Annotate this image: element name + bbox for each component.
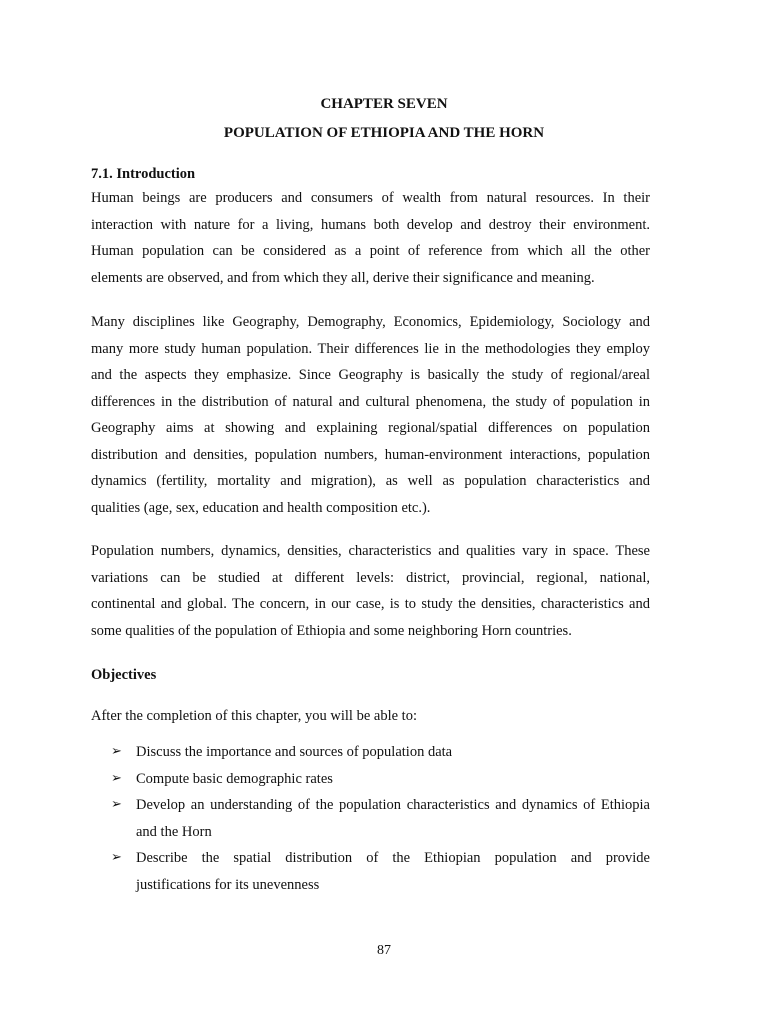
paragraph-line: many more study human population. Their differences lie in the methodologies they employ <box>91 340 650 357</box>
objective-line: justifications for its unevenness <box>136 876 320 893</box>
objective-line: Describe the spatial distribution of the Ethiopian population and provide <box>136 850 650 866</box>
introduction-paragraph-1 <box>91 185 650 291</box>
paragraph-line: differences in the distribution of natural and cultural phenomena, the study of population in <box>91 393 650 410</box>
chapter-main-title: POPULATION OF ETHIOPIA AND THE HORN <box>223 125 545 141</box>
arrow-bullet-icon: ➢ <box>111 850 122 865</box>
arrow-bullet-icon: ➢ <box>111 744 122 759</box>
paragraph-line: some qualities of the population of Ethiopia and some neighboring Horn countries. <box>91 622 572 639</box>
objective-item <box>111 845 650 898</box>
introduction-heading: 7.1. Introduction <box>91 166 196 182</box>
paragraph-line: interaction with nature for a living, humans both develop and destroy their environment. <box>91 216 650 233</box>
page-number: 87 <box>377 943 391 958</box>
paragraph-line: continental and global. The concern, in our case, is to study the densities, characteristics and <box>91 596 650 612</box>
objective-item <box>111 766 650 793</box>
objective-item <box>111 792 650 845</box>
objective-line: Compute basic demographic rates <box>136 770 333 787</box>
arrow-bullet-icon: ➢ <box>111 770 122 786</box>
paragraph-line: Human population can be considered as a point of reference from which all the other <box>91 243 650 259</box>
paragraph-line: distribution and densities, population numbers, human-environment interactions, population <box>91 446 650 463</box>
objectives-list <box>111 739 650 898</box>
objective-line: Develop an understanding of the population characteristics and dynamics of Ethiopia <box>136 797 650 813</box>
arrow-bullet-icon: ➢ <box>111 797 122 812</box>
objective-line: and the Horn <box>136 823 212 840</box>
objective-line: Discuss the importance and sources of population data <box>136 744 453 760</box>
introduction-paragraph-2 <box>91 309 650 521</box>
paragraph-line: Population numbers, dynamics, densities, characteristics and qualities vary in space. These <box>91 543 650 559</box>
objectives-heading: Objectives <box>91 667 157 683</box>
introduction-paragraph-3 <box>91 538 650 644</box>
paragraph-line: variations can be studied at different levels: district, provincial, regional, national, <box>91 569 650 586</box>
chapter-number-title: CHAPTER SEVEN <box>320 96 448 112</box>
objective-item <box>111 739 650 766</box>
paragraph-line: and the aspects they emphasize. Since Geography is basically the study of regional/areal <box>91 367 650 383</box>
paragraph-line: Many disciplines like Geography, Demography, Economics, Epidemiology, Sociology and <box>91 314 650 330</box>
paragraph-line: dynamics (fertility, mortality and migration), as well as population characteristics and <box>91 473 650 489</box>
paragraph-line: qualities (age, sex, education and health composition etc.). <box>91 499 431 516</box>
objectives-intro: After the completion of this chapter, you will be able to: <box>91 708 417 724</box>
paragraph-line: Geography aims at showing and explaining regional/spatial differences on population <box>91 420 650 436</box>
paragraph-line: elements are observed, and from which they all, derive their significance and meaning. <box>91 269 595 286</box>
paragraph-line: Human beings are producers and consumers of wealth from natural resources. In their <box>91 190 650 206</box>
